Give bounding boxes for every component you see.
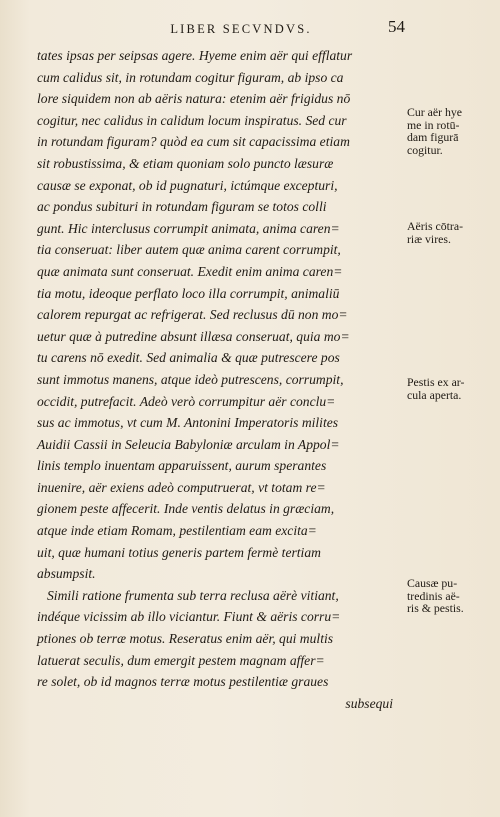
text-line: occidit, putrefacit. Adeò verò corrumpitur aër conclu= (37, 393, 336, 409)
text-line: calorem repurgat ac refrigerat. Sed reclusus dū non mo= (37, 307, 348, 323)
marginal-note-line: cula aperta. (407, 387, 462, 402)
text-line: lore siquidem non ab aëris natura: etenim aër frigidus nō (37, 91, 351, 107)
text-line: latuerat seculis, dum emergit pestem magnam affer= (37, 652, 325, 668)
marginal-note-line: tredinis aë- (407, 588, 460, 603)
running-head: LIBER SECVNDVS. (170, 22, 312, 36)
text-line: cogitur, nec calidus in calidum locum inspiratus. Sed cur (37, 112, 347, 128)
marginal-note-line: riæ vires. (407, 231, 451, 246)
main-text-block (37, 45, 393, 714)
text-line: absumpsit. (37, 566, 96, 582)
text-line: sit robustissima, & etiam quoniam solo puncto læsuræ (37, 155, 334, 171)
text-line: tu carens nō exedit. Sed animalia & quæ putrescere pos (37, 350, 340, 366)
marginal-note-line: Cur aër hye (407, 105, 463, 119)
marginal-note (407, 220, 463, 245)
text-line: ptiones ob terræ motus. Reseratus enim aër, qui multis (37, 631, 334, 647)
text-line: sunt immotus manens, atque ideò putrescens, corrumpit, (37, 371, 344, 387)
text-line: cum calidus sit, in rotundam cogitur figuram, ab ipso ca (37, 69, 344, 85)
text-line: inuenire, aër exiens adeò computruerat, vt totam re= (37, 479, 326, 495)
marginal-note-line: Pestis ex ar- (407, 375, 465, 389)
marginal-note-line: me in rotū- (407, 117, 460, 132)
text-line: sus ac immotus, vt cum M. Antonini Imperatoris milites (37, 415, 339, 431)
text-line: gunt. Hic interclusus corrumpit animata, anima caren= (37, 220, 340, 236)
marginal-note-line: Aëris cōtra- (407, 219, 464, 233)
text-line: re solet, ob id magnos terræ motus pestilentiæ graues (37, 674, 329, 690)
text-line: atque inde etiam Romam, pestilentiam eam excita= (37, 523, 317, 539)
text-line: linis templo inuentam apparuissent, aurum sperantes (37, 458, 327, 474)
marginal-note-line: dam figurā (407, 130, 459, 145)
text-line: tates ipsas per seipsas agere. Hyeme enim aër qui efflatur (37, 48, 353, 63)
text-line: uit, quæ humani totius generis partem fermè tertiam (37, 544, 321, 560)
text-line: in rotundam figuram? quòd ea cum sit capacissima etiam (37, 134, 350, 150)
text-line: gionem peste affecerit. Inde ventis delatus in græciam, (37, 501, 335, 517)
text-line: ac pondus subituri in rotundam figuram se totos colli (37, 199, 327, 215)
marginal-note-line: Causæ pu- (407, 576, 458, 590)
marginal-note-line: ris & pestis. (407, 601, 464, 616)
marginal-note (407, 376, 464, 401)
catchword: subsequi (345, 695, 393, 711)
text-line: quæ animata sunt conseruat. Exedit enim anima caren= (37, 263, 343, 279)
text-line: Auidii Cassii in Seleucia Babyloniæ arculam in Appol= (37, 436, 340, 452)
marginal-note (407, 106, 462, 156)
text-line: tia motu, ideoque perflato loco illa corrumpit, animaliū (37, 285, 340, 301)
marginal-note-line: cogitur. (407, 142, 443, 157)
text-line: tia conseruat: liber autem quæ anima carent corrumpit, (37, 242, 341, 258)
text-line: uetur quæ à putredine absunt illæsa conseruat, quia mo= (37, 328, 350, 344)
text-line: indéque vicissim ab illo viciantur. Fiunt & aëris corru= (37, 609, 341, 625)
marginal-note (407, 577, 464, 615)
text-line: Simili ratione frumenta sub terra reclusa aërè vitiant, (47, 587, 339, 603)
text-line: causæ se exponat, ob id pugnaturi, ictúmque excepturi, (37, 177, 338, 193)
page-number: 54 (388, 17, 405, 36)
